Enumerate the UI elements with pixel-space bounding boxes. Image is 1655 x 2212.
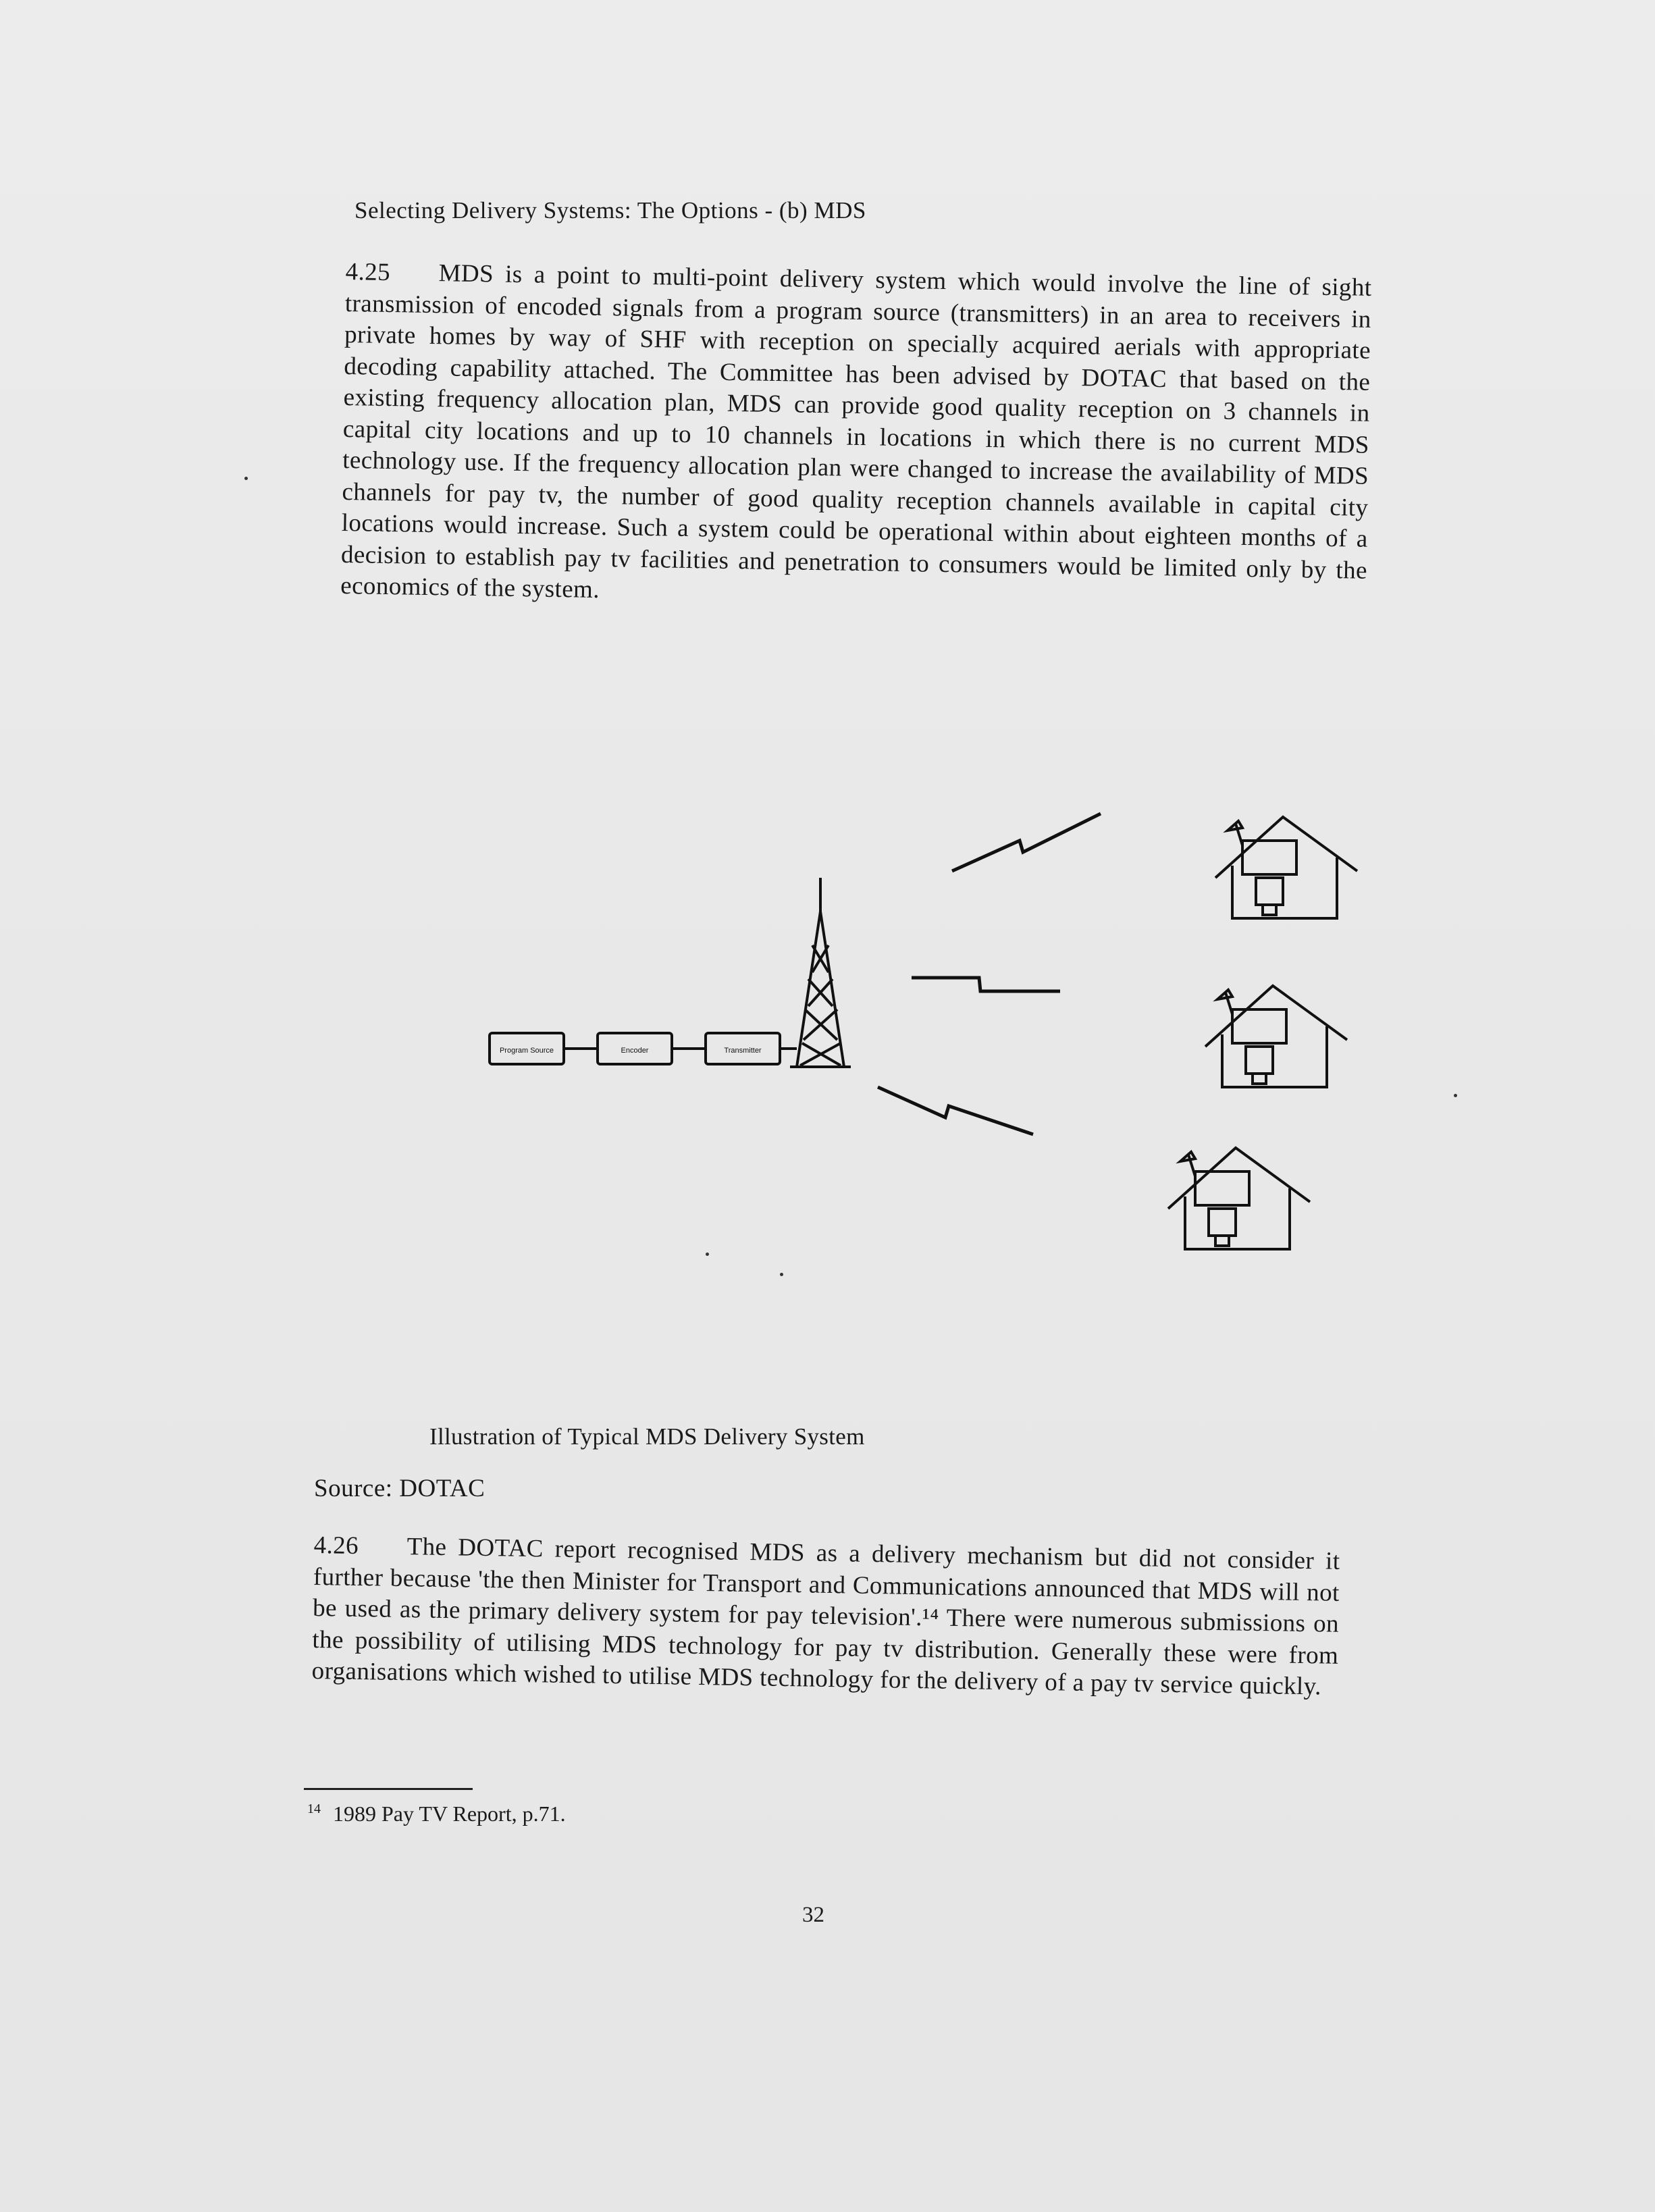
footnote-marker: 14 xyxy=(307,1801,321,1817)
house-icon xyxy=(1205,986,1347,1087)
paragraph-text: MDS is a point to multi-point delivery system which would involve the line of sight transmission of encoded signals from a program source (transmitters) in an area to receivers in private homes by way of SHF with reception on specially acquired aerials with appropriate decoding capability attached. The Committee has been advised by DOTAC that based on the existing frequency allocation plan, MDS can provide good quality reception on 3 channels in capital city locations and up to 10 channels in locations in which there is no current MDS technology use. If the frequency allocation plan were changed to increase the availability of MDS channels for pay tv, the number of good quality reception channels available in capital city locations would increase. Such a system could be operational within about eighteen months of a decision to establish pay tv facilities and penetration to consumers would be limited only by the economics of the system. xyxy=(340,259,1372,604)
footnote-divider xyxy=(304,1788,473,1790)
transmission-tower-icon xyxy=(790,878,851,1067)
scan-speck xyxy=(244,477,248,480)
bleed-through-text xyxy=(662,682,668,710)
scan-speck xyxy=(1454,1094,1457,1097)
signal-bolt-bottom xyxy=(878,1087,1033,1134)
figure-source: Source: DOTAC xyxy=(314,1475,485,1502)
encoder-label: Encoder xyxy=(621,1047,649,1055)
paragraph-text: The DOTAC report recognised MDS as a delivery mechanism but did not consider it further because 'the then Minister for Transport and Communications announced that MDS will not be used as the primary delivery system for pay television'.¹⁴ There were numerous submissions on the possibility of utilising MDS technology for pay tv distribution. Generally these were from organisations which wished to utilise MDS technology for the delivery of a pay tv service quickly. xyxy=(311,1533,1340,1701)
signal-bolt-middle xyxy=(912,978,1060,991)
paragraph-number: 4.26 xyxy=(313,1531,359,1560)
figure-caption: Illustration of Typical MDS Delivery System xyxy=(429,1423,865,1450)
house-icon xyxy=(1168,1148,1310,1249)
footnote-text: 1989 Pay TV Report, p.71. xyxy=(333,1801,566,1826)
paragraph-number: 4.25 xyxy=(345,257,391,287)
mds-delivery-diagram xyxy=(473,776,1364,1263)
paragraph-4-26 xyxy=(311,1530,1340,1703)
section-heading: Selecting Delivery Systems: The Options - (b) MDS xyxy=(354,197,866,223)
program-source-label: Program Source xyxy=(499,1047,554,1055)
page-number: 32 xyxy=(802,1903,824,1927)
transmitter-label: Transmitter xyxy=(724,1047,762,1055)
scan-speck xyxy=(780,1273,783,1276)
footnote xyxy=(307,1801,566,1826)
house-icon xyxy=(1215,817,1357,918)
scan-speck xyxy=(706,1253,709,1256)
paragraph-4-25 xyxy=(340,257,1372,618)
signal-bolt-top xyxy=(952,814,1101,871)
